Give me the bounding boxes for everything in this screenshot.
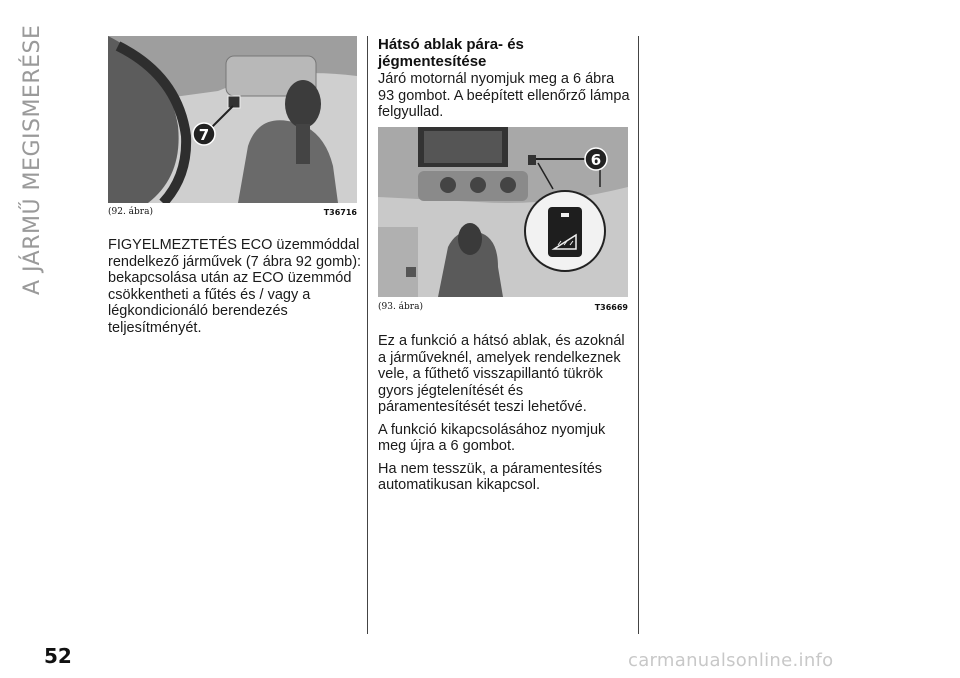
column-divider-left: [367, 36, 368, 634]
auto-off-paragraph: Ha nem tesszük, a páramentesítés automatikusan kikapcsol.: [378, 460, 603, 493]
figure-93-image: [378, 127, 628, 297]
figure-92-image: [108, 36, 357, 203]
figure-93-caption-row: [378, 300, 628, 314]
right-column-text: [378, 333, 634, 500]
figure-92-callout: 7: [198, 126, 210, 144]
figure-92-caption-row: [108, 205, 357, 219]
figure-93-callout: 6: [590, 151, 602, 169]
page-number: 52: [44, 644, 72, 668]
figure-93-caption: (93. ábra): [378, 302, 423, 312]
section-intro: [378, 71, 632, 127]
section-heading: Hátsó ablak pára- és jégmentesítése: [378, 36, 524, 70]
column-divider-right: [638, 36, 639, 634]
figure-92-caption: (92. ábra): [108, 207, 153, 217]
watermark: carmanualsonline.info: [628, 650, 834, 671]
function-description-paragraph: Ez a funkció a hátsó ablak, és azoknál a járműveknél, amelyek rendelkeznek vele, a fűthető visszapillantó tükrök gyors jégtelenítését és páramentesítését teszi lehetővé.: [378, 333, 625, 415]
figure-93-code: T36669: [594, 302, 628, 312]
left-column-text: [108, 237, 362, 342]
figure-92-code: T36716: [323, 207, 357, 217]
switch-off-paragraph: A funkció kikapcsolásához nyomjuk meg újra a 6 gombot.: [378, 421, 606, 454]
eco-warning-paragraph: FIGYELMEZTETÉS ECO üzemmóddal rendelkező járművek (7 ábra 92 gomb): bekapcsolása után az ECO üzemmód csökkentheti a fűtés és / vagy a légkondicionáló berendezés teljesítményét.: [108, 237, 362, 336]
section-intro-paragraph: Járó motornál nyomjuk meg a 6 ábra 93 gombot. A beépített ellenőrző lámpa felgyullad.: [378, 71, 630, 120]
chapter-side-title: A JÁRMŰ MEGISMERÉSE: [20, 24, 45, 295]
